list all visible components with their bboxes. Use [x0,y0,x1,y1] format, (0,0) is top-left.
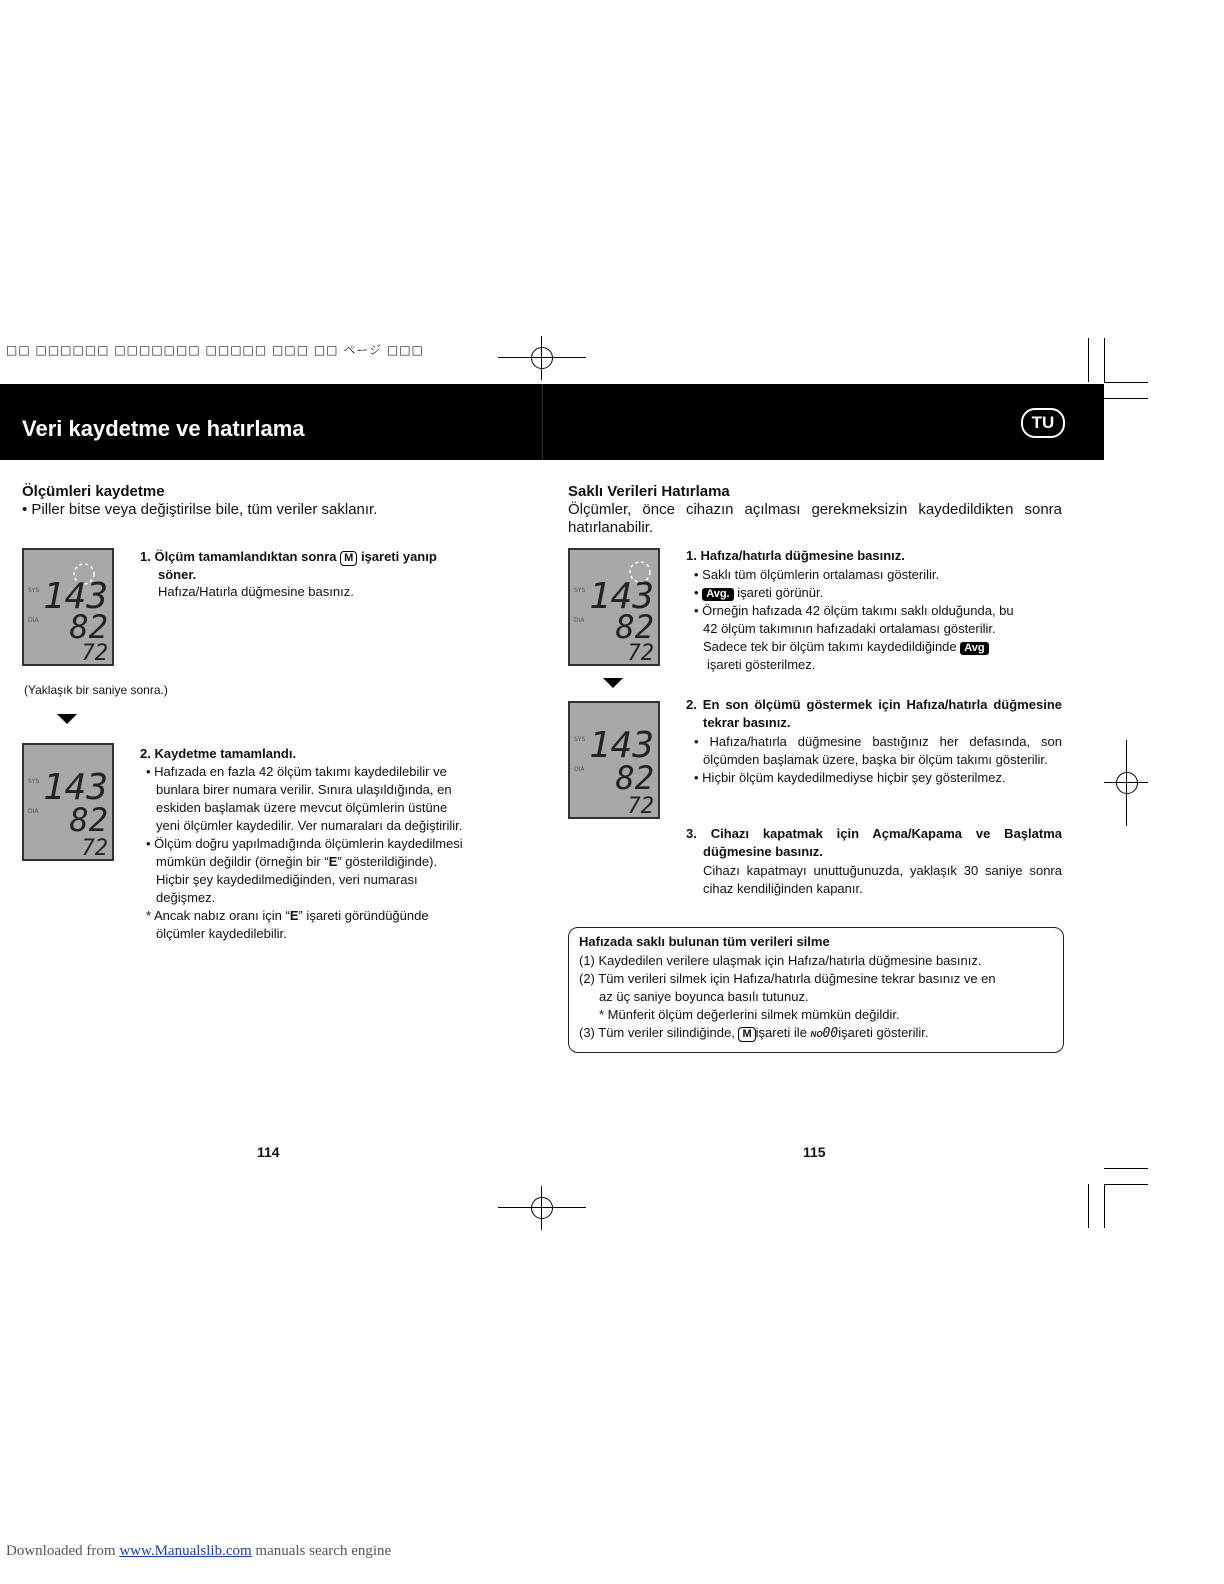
lcd-pulse: 72 [81,836,108,859]
lcd-pulse: 72 [627,641,654,664]
svg-text:SYS: SYS [28,778,40,785]
lcd-pulse: 72 [81,641,108,664]
step3-title-text: 3. Cihazı kapatmak için Açma/Kapama ve Başlatma düğmesine basınız. [686,826,1062,859]
page-number-right: 115 [803,1144,826,1160]
text-span: (3) Tüm veriler silindiğinde, [579,1025,735,1040]
lcd-diastolic: 82 [69,801,108,839]
step1-bullet-cont [694,638,1064,656]
lcd-display-4 [568,701,660,819]
lcd-diastolic: 82 [69,608,108,646]
step2-line: Hiçbir şey kaydedilmediğinden, veri numarası [156,872,418,887]
left-step1-title-cont: söner. [158,567,197,582]
lcd-screen-graphic [570,550,658,664]
left-section-title: Ölçümleri kaydetme [22,483,165,500]
step2-line: • Hafızada en fazla 42 ölçüm takımı kaydedilebilir ve [146,764,447,779]
m-key-icon: M [340,551,357,566]
text-span: ” işareti göründüğünde [298,908,429,923]
lcd-display-3 [568,548,660,666]
lcd-display-1 [22,548,114,666]
svg-text:DIA: DIA [574,617,585,624]
right-step3-body: Cihazı kapatmayı unuttuğunuzda, yaklaşık 30 saniye sonra cihaz kendiliğinden kapanır. [703,863,1062,896]
lcd-systolic: 143 [588,576,654,617]
down-arrow-icon [603,678,623,688]
left-step1-body: Hafıza/Hatırla düğmesine basınız. [158,584,354,599]
step2-line: bunlara birer numara verilir. Sınıra ulaşıldığında, en [156,782,452,797]
step2-line: değişmez. [156,890,216,905]
step2-bullet: • Hafıza/hatırla düğmesine bastığınız her defasında, son ölçümden başlamak üzere, başka bir ölçüm takımı gösterilir. [694,734,1062,767]
right-step1-body [694,566,1064,674]
box-item [579,1024,1057,1044]
right-section-title: Saklı Verileri Hatırlama [568,483,730,500]
title-banner [0,384,1104,460]
banner-divider [542,384,543,460]
footer-prefix: Downloaded from [6,1543,116,1559]
svg-text:SYS: SYS [574,736,586,743]
header-code-line: □□ □□□□□□ □□□□□□□ □□□□□ □□□ □□ ページ □□□ [6,343,424,357]
box-item-note: * Münferit ölçüm değerlerini silmek mümkün değildir. [599,1007,900,1022]
right-step3-title [686,825,1062,861]
approx-note: (Yaklaşık bir saniye sonra.) [24,683,168,697]
step1-bullet: • Örneğin hafızada 42 ölçüm takımı saklı olduğunda, bu [694,603,1014,618]
no-indicator-icon: NO [810,1030,823,1039]
text-span: * Ancak nabız oranı için “ [146,908,290,923]
download-footer [6,1543,391,1560]
error-code-e: E [289,908,299,923]
step2-line: ölçümler kaydedilebilir. [156,926,287,941]
lcd-systolic: 143 [588,725,654,766]
text-span: işareti görünür. [737,585,824,600]
left-step1-title [140,548,520,566]
step1-title-part-a: 1. Ölçüm tamamlandıktan sonra [140,549,337,564]
step2-line [0,907,516,925]
right-step2-body [694,733,1062,787]
lcd-display-2 [22,743,114,861]
right-step1-title: 1. Hafıza/hatırla düğmesine basınız. [686,548,905,563]
lcd-diastolic: 82 [615,759,654,797]
lcd-screen-graphic [24,745,112,859]
step2-line: • Ölçüm doğru yapılmadığında ölçümlerin kaydedilmesi [146,836,463,851]
box-item: (1) Kaydedilen verilere ulaşmak için Hafıza/hatırla düğmesine basınız. [579,953,982,968]
step1-bullet-cont: 42 ölçüm takımının hafızadaki ortalaması gösterilir. [703,621,996,636]
bullet: • [694,585,699,600]
delete-all-info-box [568,927,1064,1053]
lcd-pulse: 72 [627,794,654,817]
svg-text:DIA: DIA [574,766,585,773]
step1-bullet: • Saklı tüm ölçümlerin ortalaması gösterilir. [694,567,940,582]
step1-title-part-b: işareti yanıp [360,549,437,564]
lcd-systolic: 143 [42,576,108,617]
footer-suffix: manuals search engine [255,1543,392,1559]
step2-line: eskiden başlamak üzere mevcut ölçümlerin üstüne [156,800,448,815]
step1-bullet-cont: işareti gösterilmez. [707,657,816,672]
text-span: ” gösterildiğinde). [337,854,438,869]
down-arrow-icon [57,714,77,724]
step2-line [146,853,516,871]
m-key-icon: M [738,1027,755,1042]
avg-icon: Avg. [702,588,733,601]
text-span: mümkün değildir (örneğin bir “ [156,854,329,869]
box-title: Hafızada saklı bulunan tüm verileri silme [579,934,830,949]
right-step2-title [686,696,1062,732]
step2-line: yeni ölçümler kaydedilir. Ver numaraları da değiştirilir. [156,818,463,833]
box-body [579,952,1057,1044]
left-intro: • Piller bitse veya değiştirilse bile, tüm veriler saklanır. [22,501,378,518]
svg-text:DIA: DIA [28,617,39,624]
svg-text:DIA: DIA [28,808,39,815]
language-badge: TU [1021,408,1065,438]
page-title: Veri kaydetme ve hatırlama [22,416,305,441]
box-item-cont: az üç saniye boyunca basılı tutunuz. [599,989,809,1004]
step1-bullet [694,584,1064,602]
lcd-diastolic: 82 [615,608,654,646]
zero-count-icon: 00 [822,1026,839,1041]
svg-text:SYS: SYS [28,587,40,594]
page-number-left: 114 [257,1144,280,1160]
text-span: Sadece tek bir ölçüm takımı kaydedildiğinde [703,639,957,654]
lcd-screen-graphic [24,550,112,664]
error-code-e: E [328,854,338,869]
left-step2-body [146,763,516,943]
right-intro: Ölçümler, önce cihazın açılması gerekmeksizin kaydedildikten sonra hatırlanabilir. [568,501,1062,536]
step2-title-text: 2. En son ölçümü göstermek için Hafıza/hatırla düğmesine tekrar basınız. [686,697,1062,730]
left-step2-title: 2. Kaydetme tamamlandı. [140,746,297,761]
text-span: işareti gösterilir. [838,1025,929,1040]
svg-text:SYS: SYS [574,587,586,594]
lcd-systolic: 143 [42,767,108,808]
text-span: işareti ile [755,1025,807,1040]
box-item: (2) Tüm verileri silmek için Hafıza/hatırla düğmesine tekrar basınız ve en [579,971,996,986]
manualslib-link[interactable]: www.Manualslib.com [119,1543,252,1559]
step2-bullet: • Hiçbir ölçüm kaydedilmediyse hiçbir şey gösterilmez. [694,770,1006,785]
lcd-screen-graphic [570,703,658,817]
avg-icon: Avg [960,642,988,655]
